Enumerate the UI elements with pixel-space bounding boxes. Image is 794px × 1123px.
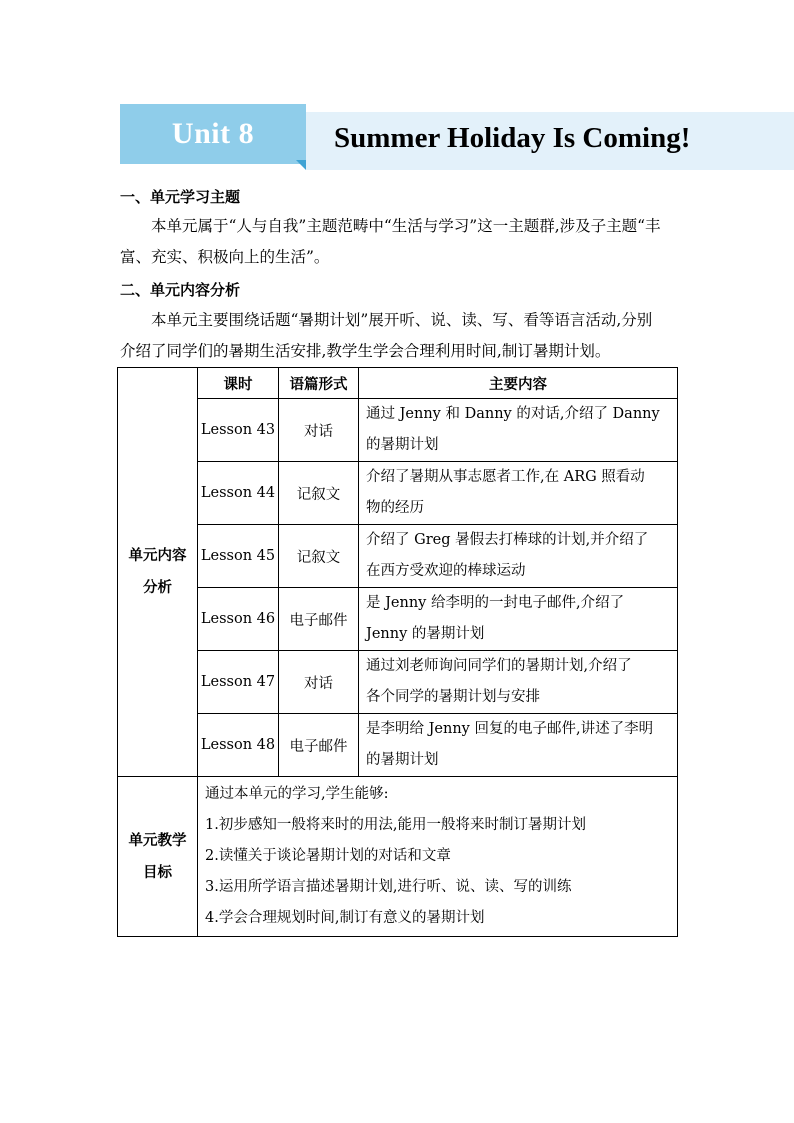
content-cell	[359, 588, 678, 651]
column-header-content: 主要内容	[359, 368, 678, 399]
content-cell	[359, 714, 678, 777]
banner-notch-decoration	[296, 160, 306, 170]
row-label-line: 分析	[143, 579, 172, 596]
row-label-line: 目标	[143, 863, 172, 881]
lesson-cell: Lesson 47	[198, 651, 279, 714]
content-line: 物的经历	[366, 500, 424, 516]
section-heading-content-analysis: 二、单元内容分析	[120, 281, 241, 299]
section-paragraph-content-analysis	[120, 305, 676, 367]
lesson-cell: Lesson 48	[198, 714, 279, 777]
table-header-row	[118, 368, 678, 399]
content-line: 介绍了暑期从事志愿者工作,在 ARG 照看动	[366, 469, 645, 485]
goal-line: 4.学会合理规划时间,制订有意义的暑期计划	[205, 910, 485, 926]
paragraph-line: 介绍了同学们的暑期生活安排,教学生学会合理利用时间,制订暑期计划。	[120, 342, 611, 360]
content-line: 各个同学的暑期计划与安排	[366, 689, 540, 705]
table-row	[118, 399, 678, 462]
content-line: 通过 Jenny 和 Danny 的对话,介绍了 Danny	[366, 406, 660, 422]
table-row	[118, 525, 678, 588]
goal-line: 1.初步感知一般将来时的用法,能用一般将来时制订暑期计划	[205, 817, 586, 833]
content-cell	[359, 651, 678, 714]
unit-badge	[120, 104, 306, 164]
lesson-cell: Lesson 43	[198, 399, 279, 462]
content-cell	[359, 399, 678, 462]
goals-row	[118, 777, 678, 937]
analysis-row-label	[118, 368, 198, 777]
paragraph-line: 本单元属于“人与自我”主题范畴中“生活与学习”这一主题群,涉及子主题“丰	[151, 217, 661, 235]
form-cell: 记叙文	[279, 525, 359, 588]
content-line: 在西方受欢迎的棒球运动	[366, 563, 526, 579]
paragraph-line: 富、充实、积极向上的生活”。	[120, 248, 330, 266]
column-header-lesson: 课时	[198, 368, 279, 399]
table-row	[118, 588, 678, 651]
column-header-form: 语篇形式	[279, 368, 359, 399]
form-cell: 对话	[279, 399, 359, 462]
goal-line: 通过本单元的学习,学生能够:	[205, 786, 389, 802]
content-cell	[359, 462, 678, 525]
content-line: 介绍了 Greg 暑假去打棒球的计划,并介绍了	[366, 532, 649, 548]
unit-title: Summer Holiday Is Coming!	[334, 122, 691, 154]
form-cell: 电子邮件	[279, 588, 359, 651]
goals-row-label	[118, 777, 198, 937]
lesson-cell: Lesson 45	[198, 525, 279, 588]
lesson-cell: Lesson 46	[198, 588, 279, 651]
content-line: 是李明给 Jenny 回复的电子邮件,讲述了李明	[366, 721, 654, 737]
goal-line: 3.运用所学语言描述暑期计划,进行听、说、读、写的训练	[205, 879, 572, 895]
row-label-line: 单元教学	[128, 831, 187, 849]
content-line: 是 Jenny 给李明的一封电子邮件,介绍了	[366, 595, 625, 611]
content-line: 的暑期计划	[366, 752, 439, 768]
content-line: Jenny 的暑期计划	[366, 626, 485, 642]
lesson-cell: Lesson 44	[198, 462, 279, 525]
table-row	[118, 714, 678, 777]
section-heading-theme: 一、单元学习主题	[120, 188, 241, 206]
form-cell: 对话	[279, 651, 359, 714]
content-line: 通过刘老师询问同学们的暑期计划,介绍了	[366, 658, 632, 674]
unit-label: Unit 8	[171, 117, 255, 150]
goal-line: 2.读懂关于谈论暑期计划的对话和文章	[205, 848, 451, 864]
table-row	[118, 462, 678, 525]
table-row	[118, 651, 678, 714]
section-paragraph-theme	[120, 211, 676, 273]
content-cell	[359, 525, 678, 588]
form-cell: 记叙文	[279, 462, 359, 525]
form-cell: 电子邮件	[279, 714, 359, 777]
content-line: 的暑期计划	[366, 437, 439, 453]
goals-cell	[198, 777, 678, 937]
row-label-line: 单元内容	[128, 547, 187, 564]
paragraph-line: 本单元主要围绕话题“暑期计划”展开听、说、读、写、看等语言活动,分别	[151, 311, 653, 329]
unit-content-table	[117, 367, 678, 937]
